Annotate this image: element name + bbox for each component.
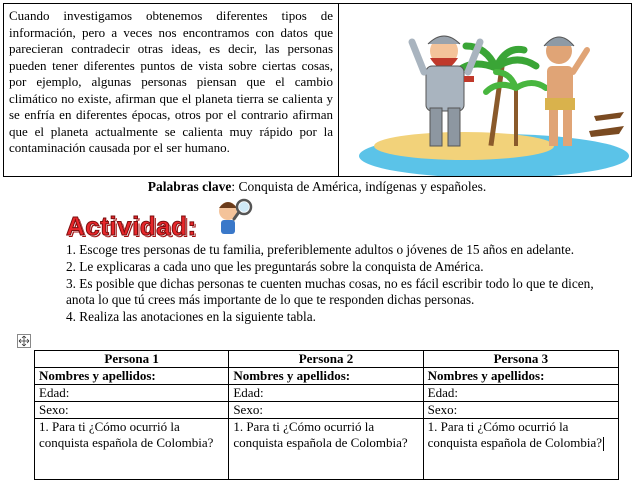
step-2: 2. Le explicaras a cada uno que les preguntarás sobre la conquista de América. bbox=[66, 258, 484, 274]
age-cell-3[interactable]: Edad: bbox=[423, 385, 618, 402]
header-persona-1: Persona 1 bbox=[35, 351, 229, 368]
kid-magnifier-icon bbox=[210, 195, 255, 240]
sex-row bbox=[35, 402, 619, 419]
question-cell-1[interactable] bbox=[35, 419, 229, 480]
sex-cell-1[interactable]: Sexo: bbox=[35, 402, 229, 419]
question-text-2: 1. Para ti ¿Cómo ocurrió la conquista española de Colombia? bbox=[233, 419, 408, 450]
intro-paragraph: Cuando investigamos obtenemos diferentes tipos de información, pero a veces nos encontramos con datos que parecieran contradecir otras ideas, es decir, las personas pueden tener diferentes puntos de vista sobre ciertas cosas, por ejemplo, algunas personas piensan que el cambio climático no existe, afirman que el planeta tierra se calienta y se enfría en diferentes épocas, otros por el contrario afirman que el planeta actualmente se calienta muy rápido por la contaminación causada por el ser humano. bbox=[9, 8, 333, 155]
age-cell-1[interactable]: Edad: bbox=[35, 385, 229, 402]
conquest-illustration bbox=[344, 6, 629, 176]
names-cell-2[interactable]: Nombres y apellidos: bbox=[229, 368, 423, 385]
question-text-1: 1. Para ti ¿Cómo ocurrió la conquista española de Colombia? bbox=[39, 419, 214, 450]
sex-cell-2[interactable]: Sexo: bbox=[229, 402, 423, 419]
keywords-label: Palabras clave bbox=[147, 179, 232, 194]
age-row bbox=[35, 385, 619, 402]
names-cell-1[interactable]: Nombres y apellidos: bbox=[35, 368, 229, 385]
table-move-handle-icon[interactable] bbox=[17, 334, 31, 348]
age-cell-2[interactable]: Edad: bbox=[229, 385, 423, 402]
table-divider bbox=[338, 4, 339, 176]
sex-cell-3[interactable]: Sexo: bbox=[423, 402, 618, 419]
keywords-text: : Conquista de América, indígenas y españoles. bbox=[231, 179, 487, 194]
activity-steps bbox=[66, 242, 596, 326]
header-persona-2: Persona 2 bbox=[229, 351, 423, 368]
question-cell-3[interactable] bbox=[423, 419, 618, 480]
question-cell-2[interactable] bbox=[229, 419, 423, 480]
keywords-line bbox=[0, 179, 634, 195]
header-persona-3: Persona 3 bbox=[423, 351, 618, 368]
question-row bbox=[35, 419, 619, 480]
people-table bbox=[34, 350, 619, 480]
question-text-3: 1. Para ti ¿Cómo ocurrió la conquista española de Colombia? bbox=[427, 419, 603, 450]
text-cursor bbox=[603, 437, 604, 451]
table-header-row bbox=[35, 351, 619, 368]
activity-title: Actividad: bbox=[66, 211, 197, 241]
step-3: 3. Es posible que dichas personas te cuenten muchas cosas, no es fácil escribir todo lo que te dicen, anota lo que tú crees más importante de lo que te responden dichas personas. bbox=[66, 275, 594, 308]
intro-table bbox=[3, 3, 632, 177]
step-1: 1. Escoge tres personas de tu familia, preferiblemente adultos o jóvenes de 15 años en adelante. bbox=[66, 242, 575, 257]
step-4: 4. Realiza las anotaciones en la siguiente tabla. bbox=[66, 309, 316, 325]
names-cell-3[interactable]: Nombres y apellidos: bbox=[423, 368, 618, 385]
names-row bbox=[35, 368, 619, 385]
